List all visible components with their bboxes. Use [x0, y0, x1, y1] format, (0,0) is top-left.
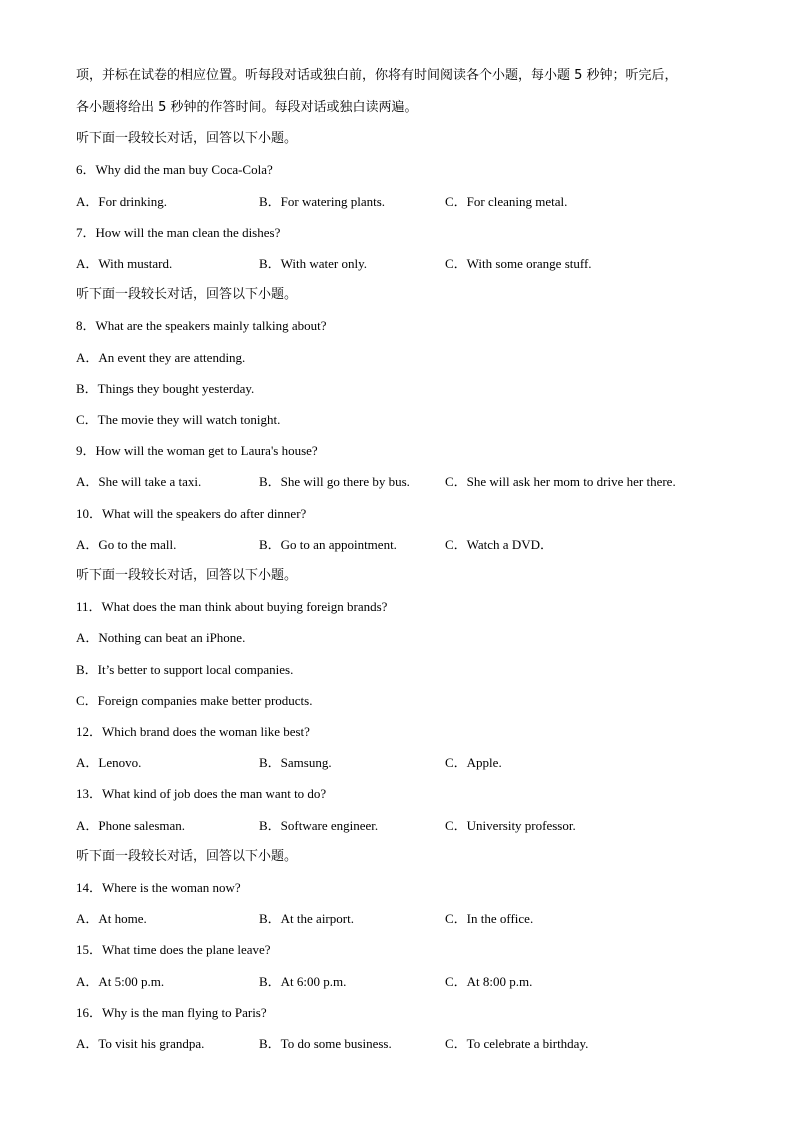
option-6-a: A．For drinking. — [76, 194, 168, 209]
option-8-c: C．The movie they will watch tonight. — [76, 412, 281, 427]
intro-line-2: 各小题将给出 5 秒钟的作答时间。每段对话或独白读两遍。 — [76, 100, 418, 115]
option-15-c: C．At 8:00 p.m. — [445, 974, 533, 989]
question-stem-13: 13．What kind of job does the man want to do? — [76, 786, 327, 801]
option-13-b: B．Software engineer. — [259, 818, 379, 833]
option-11-b: B．It’s better to support local companies. — [76, 662, 294, 677]
section-label: 听下面一段较长对话，回答以下小题。 — [76, 849, 298, 864]
question-stem-11: 11．What does the man think about buying foreign brands? — [76, 599, 388, 614]
intro-line-1: 项，并标在试卷的相应位置。听每段对话或独白前，你将有时间阅读各个小题，每小题 5 秒钟；听完后， — [76, 68, 678, 83]
option-16-a: A．To visit his grandpa. — [76, 1036, 205, 1051]
option-15-b: B．At 6:00 p.m. — [259, 974, 347, 989]
option-12-a: A．Lenovo. — [76, 755, 142, 770]
option-14-b: B．At the airport. — [259, 911, 354, 926]
question-stem-6: 6．Why did the man buy Coca-Cola? — [76, 162, 273, 177]
option-9-b: B．She will go there by bus. — [259, 474, 410, 489]
option-6-b: B．For watering plants. — [259, 194, 386, 209]
option-9-c: C．She will ask her mom to drive her there. — [445, 474, 676, 489]
option-10-c: C．Watch a DVD． — [445, 537, 553, 552]
option-15-a: A．At 5:00 p.m. — [76, 974, 165, 989]
question-stem-8: 8．What are the speakers mainly talking about? — [76, 318, 327, 333]
question-stem-14: 14．Where is the woman now? — [76, 880, 241, 895]
option-7-c: C．With some orange stuff. — [445, 256, 592, 271]
question-stem-9: 9．How will the woman get to Laura's house? — [76, 443, 318, 458]
option-6-c: C．For cleaning metal. — [445, 194, 568, 209]
question-stem-12: 12．Which brand does the woman like best? — [76, 724, 310, 739]
question-stem-10: 10．What will the speakers do after dinner? — [76, 506, 307, 521]
option-7-b: B．With water only. — [259, 256, 368, 271]
option-8-b: B．Things they bought yesterday. — [76, 381, 255, 396]
question-stem-16: 16．Why is the man flying to Paris? — [76, 1005, 267, 1020]
option-10-a: A．Go to the mall. — [76, 537, 177, 552]
option-11-c: C．Foreign companies make better products. — [76, 693, 313, 708]
question-stem-7: 7．How will the man clean the dishes? — [76, 225, 281, 240]
option-16-b: B．To do some business. — [259, 1036, 392, 1051]
option-10-b: B．Go to an appointment. — [259, 537, 397, 552]
question-stem-15: 15．What time does the plane leave? — [76, 942, 271, 957]
section-label: 听下面一段较长对话，回答以下小题。 — [76, 287, 298, 302]
option-14-a: A．At home. — [76, 911, 147, 926]
option-13-a: A．Phone salesman. — [76, 818, 186, 833]
option-8-a: A．An event they are attending. — [76, 350, 246, 365]
option-14-c: C．In the office. — [445, 911, 534, 926]
option-9-a: A．She will take a taxi. — [76, 474, 202, 489]
option-12-c: C．Apple. — [445, 755, 502, 770]
section-label: 听下面一段较长对话，回答以下小题。 — [76, 568, 298, 583]
option-11-a: A．Nothing can beat an iPhone. — [76, 630, 246, 645]
section-label: 听下面一段较长对话，回答以下小题。 — [76, 131, 298, 146]
option-12-b: B．Samsung. — [259, 755, 332, 770]
option-13-c: C．University professor. — [445, 818, 576, 833]
option-16-c: C．To celebrate a birthday. — [445, 1036, 589, 1051]
option-7-a: A．With mustard. — [76, 256, 173, 271]
